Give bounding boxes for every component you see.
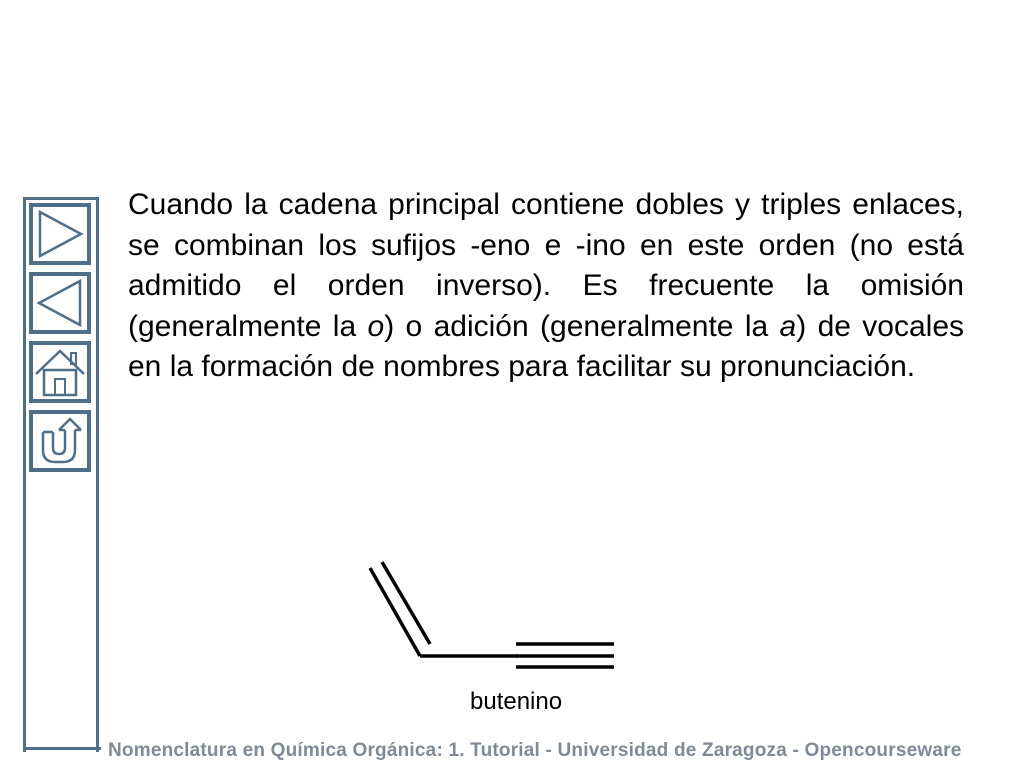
butenino-structure-diagram — [360, 560, 630, 680]
explanation-paragraph — [128, 185, 964, 388]
previous-slide-button-face — [33, 276, 87, 330]
paragraph-text-part-1: Cuando la cadena principal contiene dobles y triples enlaces, se combinan los sufijos -eno e -ino en este orden (no está admitido el orden inverso). Es frecuente la omisión (generalmente la — [128, 188, 964, 343]
paragraph-text-part-2: ) o adición (generalmente la — [384, 309, 780, 343]
navigation-panel-bottom-line — [23, 747, 101, 750]
next-slide-button[interactable] — [29, 203, 91, 265]
footer-course-title: Nomenclatura en Química Orgánica: 1. Tutorial - Universidad de Zaragoza - Opencourseware — [108, 740, 962, 761]
molecule-name-label: butenino — [470, 688, 563, 715]
previous-slide-button[interactable] — [29, 272, 91, 334]
paragraph-text-part-3: ) de vocales en la formación de nombres para facilitar su pronunciación. — [128, 309, 965, 384]
u-turn-arrow-icon — [33, 414, 87, 468]
return-button[interactable] — [29, 410, 91, 472]
triangle-left-icon — [33, 276, 87, 330]
home-button[interactable] — [29, 341, 91, 403]
next-slide-button-face — [33, 207, 87, 261]
house-icon — [33, 345, 87, 399]
return-button-face — [33, 414, 87, 468]
triangle-right-icon — [33, 207, 87, 261]
home-button-face — [33, 345, 87, 399]
paragraph-italic-a: a — [779, 309, 797, 343]
paragraph-italic-o: o — [367, 309, 385, 343]
